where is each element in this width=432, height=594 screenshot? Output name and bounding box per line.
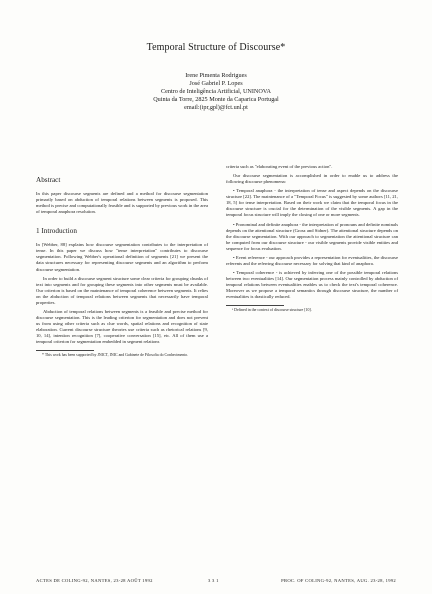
left-column xyxy=(36,176,208,358)
author-name: Irene Pimenta Rodrigues xyxy=(185,72,247,79)
right-column xyxy=(226,164,398,313)
abstract-heading: Abstract xyxy=(36,176,61,184)
paper-title: Temporal Structure of Discourse* xyxy=(146,42,286,53)
email: email:(ipr,gpl)@fct.unl.pt xyxy=(184,103,248,111)
running-foot-left: ACTES DE COLING-92, NANTES, 23-28 AOÛT 1992 xyxy=(36,578,153,583)
introduction-heading: 1 Introduction xyxy=(36,227,77,236)
author-name: José Gabriel P. Lopes xyxy=(189,79,243,87)
author-block xyxy=(100,72,332,112)
abstract-text: In this paper discourse segments are defined and a method for discourse segmentation primarily based on abduction of temporal relations between segments is proposed. This method is precise and computationally feasible and is supported by previous work in the area of temporal anaphora resolution. xyxy=(36,191,208,215)
running-foot-right: PROC. OF COLING-92, NANTES, AUG. 23-28, 1992 xyxy=(281,578,396,583)
address: Quinta da Torre, 2825 Monte da Caparica Portugal xyxy=(153,95,279,103)
footnote-rule xyxy=(226,305,284,306)
body-paragraph: In [Webber, 88] explains how discourse segmentation contributes to the interpretation of tense. In this paper we discuss how "tense interpretation" contributes to discourse segmentation. Following Webber's operational definition of segments [21] we present the data structures necessary for representing discourse segments and an algorithm to perform discourse segmentation. xyxy=(36,242,208,272)
body-paragraph: Our discourse segmentation is accomplished in order to enable us to address the following discourse phenomena: xyxy=(226,173,398,185)
affiliation: Centro de Inteligência Artificial, UNINOVA xyxy=(160,87,272,95)
bullet-item: • Pronominal and definite anaphora - the interpretation of pronouns and definite nominals depends on the attentional structure (Grosz and Sidner). The attentional structure depends on the discourse segmentation. With our approach to segmentation the attentional structure can be computed from our discourse structure - our visible segments provide visible entities and sequence for focus evaluation. xyxy=(226,221,398,251)
page-number: 3 3 1 xyxy=(208,578,219,583)
bullet-item: • Event reference - our approach provides a representation for eventualities, the discourse referents and the referring discourse necessary for solving that kind of anaphora. xyxy=(226,254,398,266)
body-paragraph: Abduction of temporal relations between segments is a feasible and precise method for discourse segmentation. This is the leading criterion for segmentation and does not prevent us from using other criteria such as clue words, spatial relations and recognition of state elaboration. Current discourse structure theories use criteria such as rhetorical relations [9, 10, 14], intention recognition [7], cooperative conversation [15], etc. All of them use a temporal criterion for segmentation embedded in segment relations xyxy=(36,308,208,345)
bullet-item: • Temporal anaphora - the interpretation of tense and aspect depends on the discourse structure [22]. The maintenance of a "Temporal Focus" is suggested by some authors [11, 21, 18, 5] for tense interpretation. Based on their work we claim that the temporal focus in the discourse structure is crucial for the determination of the visible segments. A gap in the temporal focus structure will imply the closing of one or more segments. xyxy=(226,188,398,218)
footnote: * This work has been supported by JNICT, INIC and Gabinete de Filosofia do Conhecimento. xyxy=(42,353,189,358)
footnote: ¹ Defined in the context of discourse structure [10]. xyxy=(232,308,312,313)
bullet-item: • Temporal coherence - is achieved by inferring one of the possible temporal relations between two eventualities [14]. Our segmentation process mainly controlled by abduction of temporal relations between eventualities enables us to check the text's temporal coherence. Moreover as we propose a temporal semantics through discourse structure, the number of eventualities is drastically reduced. xyxy=(226,269,398,300)
body-paragraph: criteria such as "elaborating event of the previous action". xyxy=(226,164,333,169)
footnote-rule xyxy=(36,350,94,351)
body-paragraph: In order to build a discourse segment structure some clear criteria for grouping chunks of text into segments and for grouping these segments into other segments must be available. Our criterion is based on the maintenance of temporal coherence between segments. It relies on the abduction of temporal relations between segments that necessarily have temporal properties. xyxy=(36,275,208,305)
